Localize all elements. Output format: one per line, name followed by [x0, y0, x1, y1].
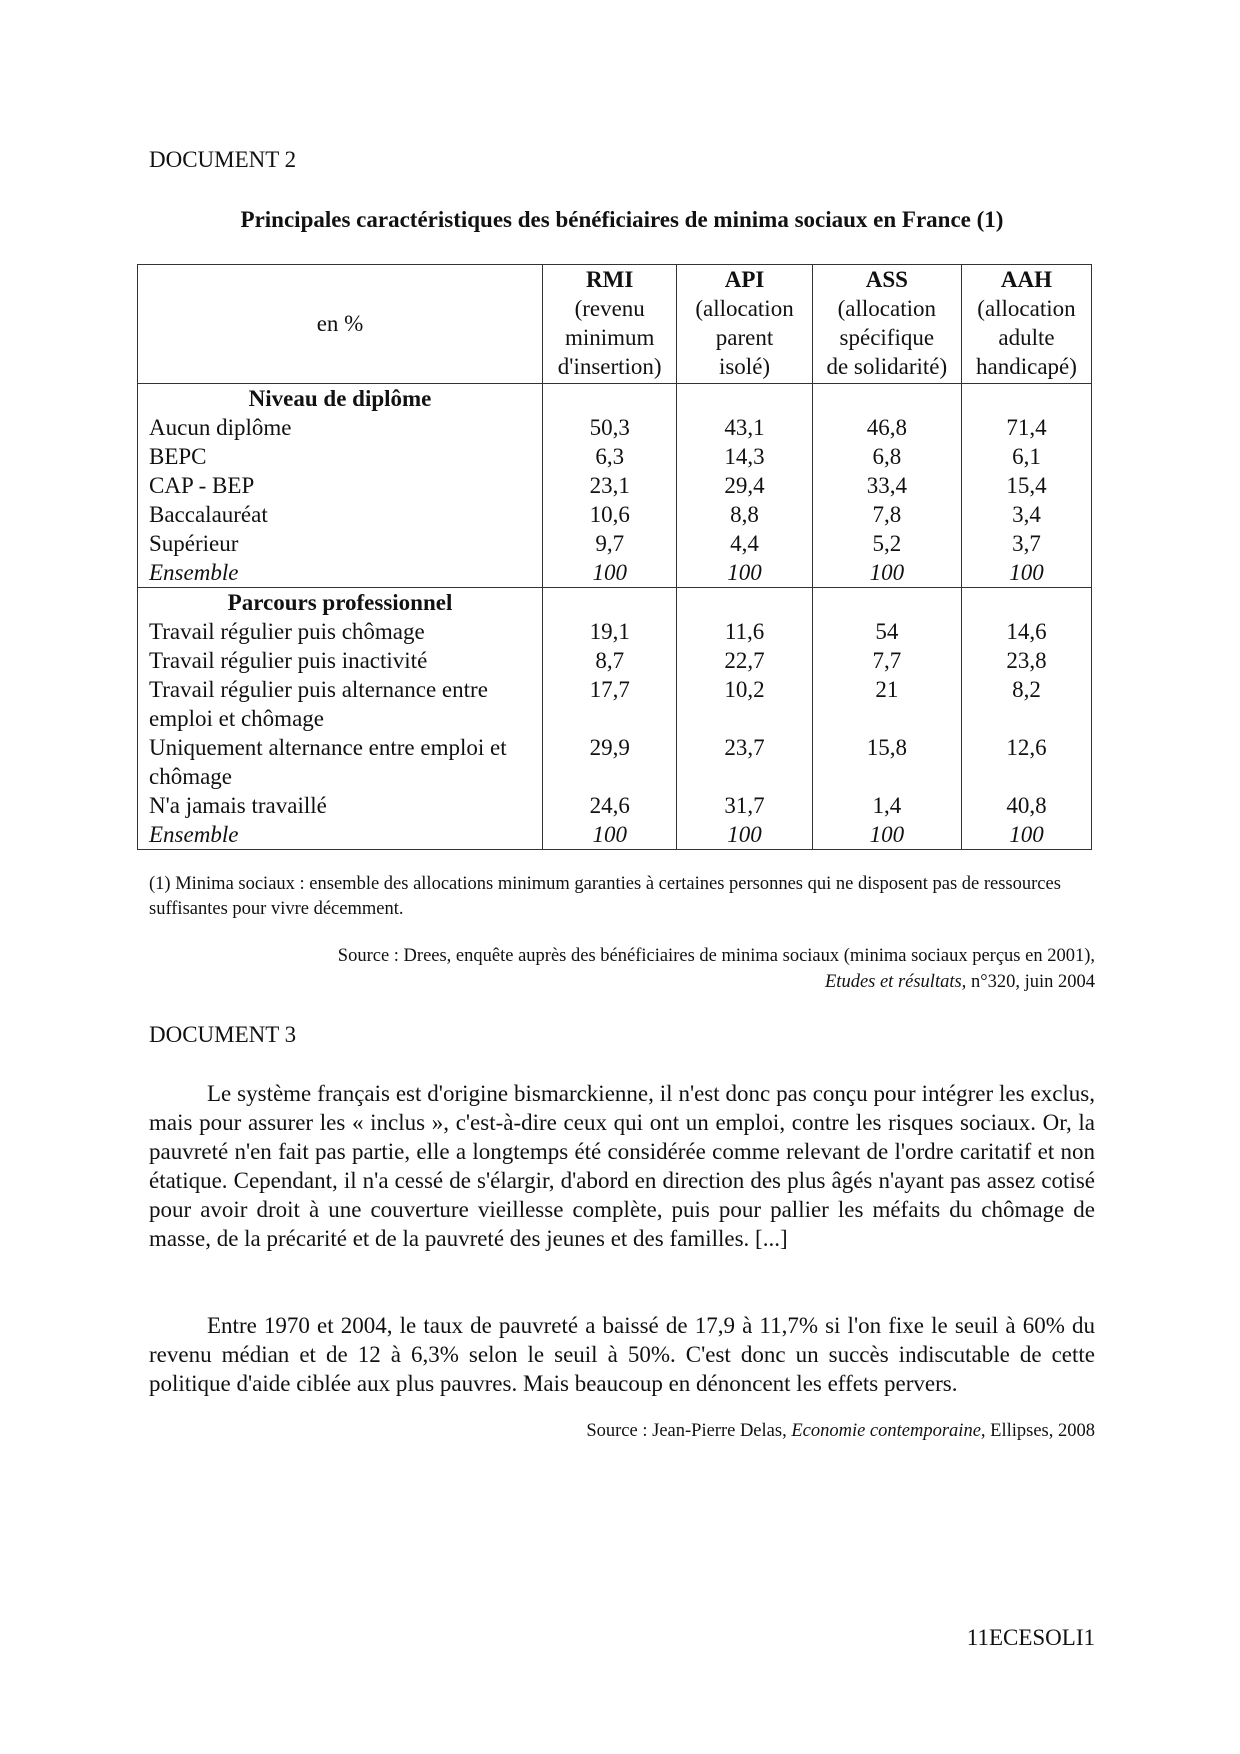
column-header-ass: ASS (allocation spécifique de solidarité) — [812, 265, 961, 384]
table-total-row: Ensemble 100 100 100 100 — [138, 820, 1092, 850]
table-row: N'a jamais travaillé 24,6 31,7 1,4 40,8 — [138, 791, 1092, 820]
column-header-rmi: RMI (revenu minimum d'insertion) — [543, 265, 677, 384]
table-row: BEPC 6,3 14,3 6,8 6,1 — [138, 442, 1092, 471]
table-title: Principales caractéristiques des bénéficiaires de minima sociaux en France (1) — [240, 207, 1004, 232]
table-row: Uniquement alternance entre emploi et chômage 29,9 23,7 15,8 12,6 — [138, 733, 1092, 791]
table-row: Travail régulier puis chômage 19,1 11,6 54 14,6 — [138, 617, 1092, 646]
unit-label: en % — [138, 265, 543, 384]
table-row: Travail régulier puis alternance entre emploi et chômage 17,7 10,2 21 8,2 — [138, 675, 1092, 733]
table-row: CAP - BEP 23,1 29,4 33,4 15,4 — [138, 471, 1092, 500]
document-3-paragraph-2: Entre 1970 et 2004, le taux de pauvreté a baissé de 17,9 à 11,7% si l'on fixe le seuil à 60% du revenu médian et de 12 à 6,3% selon le seuil à 50%. C'est donc un succès indiscutable de cette politique d'aide ciblée aux plus pauvres. Mais beaucoup en dénoncent les effets pervers. — [149, 1313, 1095, 1396]
document-2-source: Source : Drees, enquête auprès des bénéficiaires de minima sociaux (minima sociaux perçus en 2001), Etudes et résultats, n°320, juin 2004 — [337, 946, 1095, 992]
page-code: 11ECESOLI1 — [966, 1625, 1095, 1650]
column-header-aah: AAH (allocation adulte handicapé) — [961, 265, 1091, 384]
column-header-api: API (allocation parent isolé) — [677, 265, 812, 384]
table-footnote: (1) Minima sociaux : ensemble des allocations minimum garanties à certaines personnes qui ne disposent pas de ressources suffisantes pour vivre décemment. — [149, 874, 1061, 919]
document-3-source: Source : Jean-Pierre Delas, Economie contemporaine, Ellipses, 2008 — [586, 1421, 1095, 1441]
table-row: Travail régulier puis inactivité 8,7 22,7 7,7 23,8 — [138, 646, 1092, 675]
table-row: Supérieur 9,7 4,4 5,2 3,7 — [138, 529, 1092, 558]
document-3-heading: DOCUMENT 3 — [149, 1022, 297, 1047]
table-row: Aucun diplôme 50,3 43,1 46,8 71,4 — [138, 413, 1092, 442]
table-row: Baccalauréat 10,6 8,8 7,8 3,4 — [138, 500, 1092, 529]
beneficiaries-table — [137, 264, 1092, 850]
section-title-parcours: Parcours professionnel — [138, 588, 543, 618]
table-header-row — [138, 265, 1092, 384]
table-total-row: Ensemble 100 100 100 100 — [138, 558, 1092, 588]
section-header-row — [138, 588, 1092, 618]
section-header-row — [138, 384, 1092, 414]
document-3-paragraph-1: Le système français est d'origine bismarckienne, il n'est donc pas conçu pour intégrer les exclus, mais pour assurer les « inclus », c'est-à-dire ceux qui ont un emploi, contre les risques sociaux. Or, la pauvreté n'en fait pas partie, elle a longtemps été considérée comme relevant de l'ordre caritatif et non étatique. Cependant, il n'a cessé de s'élargir, d'abord en direction des plus âgés n'ayant pas assez cotisé pour avoir droit à une couverture vieillesse complète, puis pour pallier les méfaits du chômage de masse, de la précarité et de la pauvreté des jeunes et des familles. [...] — [149, 1081, 1095, 1251]
document-2-heading: DOCUMENT 2 — [149, 147, 297, 172]
section-title-diplome: Niveau de diplôme — [138, 384, 543, 414]
